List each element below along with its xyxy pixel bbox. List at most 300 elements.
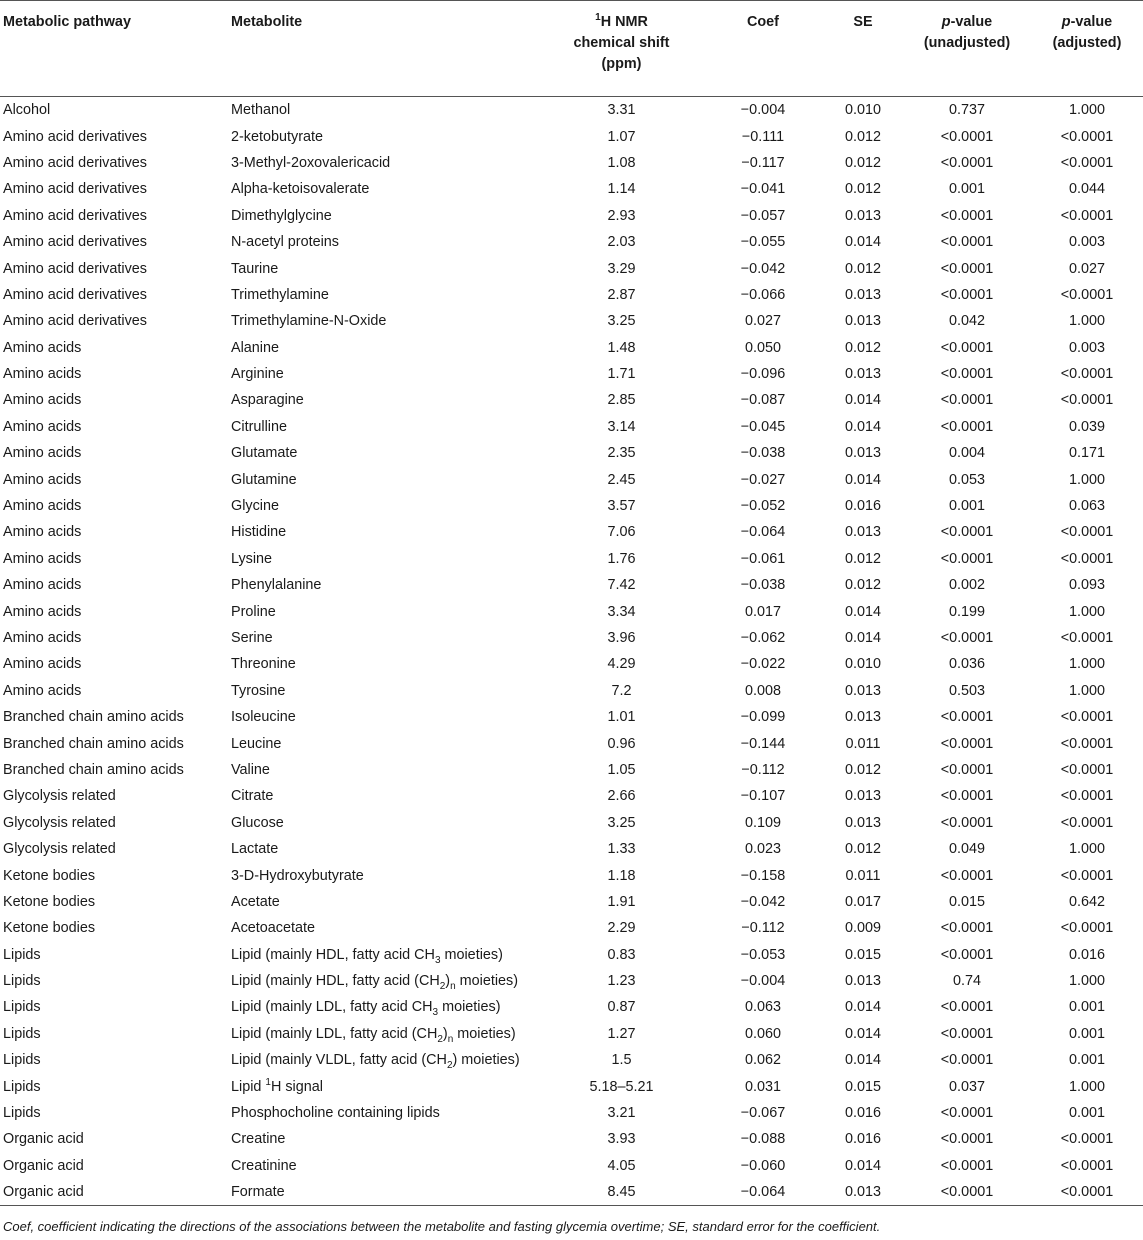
cell-pathway: Amino acids [3,550,82,567]
cell-p-unadjusted: <0.0001 [940,709,994,726]
cell-metabolite: Glycine [231,498,279,515]
header-metabolite: Metabolite [228,1,540,97]
cell-pathway: Organic acid [3,1131,84,1148]
cell-p-unadjusted: <0.0001 [940,920,994,937]
cell-coef: −0.117 [741,154,785,171]
header-pathway: Metabolic pathway [0,1,228,97]
cell-coef: −0.045 [740,418,786,435]
cell-coef: −0.064 [703,1179,823,1206]
table-row [0,440,1143,466]
cell-coef: −0.060 [740,1157,786,1174]
cell-se: 0.015 [844,1078,881,1095]
cell-p-adjusted: 0.001 [1068,1105,1105,1122]
table-row [0,598,1143,624]
table-row [0,546,1143,572]
cell-p-adjusted: <0.0001 [1060,1131,1114,1148]
cell-p-unadjusted: 0.002 [948,577,985,594]
cell-shift: 1.01 [607,709,636,726]
cell-p-unadjusted: <0.0001 [940,418,994,435]
cell-pathway: Ketone bodies [3,867,96,884]
cell-se: 0.012 [844,181,881,198]
cell-se: 0.010 [844,102,881,119]
cell-metabolite: Asparagine [231,392,304,409]
table-row [0,862,1143,888]
cell-se: 0.015 [844,946,881,963]
cell-coef: −0.158 [740,867,786,884]
cell-se: 0.014 [844,1157,881,1174]
cell-pathway: Amino acid derivatives [3,313,147,330]
cell-p-unadjusted: 0.049 [948,841,985,858]
table-row [0,361,1143,387]
cell-se: 0.014 [844,392,881,409]
cell-pathway: Ketone bodies [3,893,96,910]
cell-p-adjusted: <0.0001 [1060,286,1114,303]
table-row [0,387,1143,413]
cell-pathway: Glycolysis related [3,841,116,858]
cell-se: 0.014 [844,630,881,646]
cell-se: 0.013 [844,366,881,383]
cell-metabolite: 3-Methyl-2oxovalericacid [231,154,391,171]
cell-metabolite: Methanol [231,102,291,119]
table-row [0,730,1143,756]
table-row [0,493,1143,519]
cell-shift: 3.93 [607,1131,636,1148]
cell-se: 0.017 [844,893,881,910]
cell-metabolite: Proline [231,603,276,620]
cell-p-unadjusted: <0.0001 [940,735,994,752]
cell-metabolite: Trimethylamine [231,286,329,303]
cell-shift: 2.66 [607,788,636,805]
header-shift: $^1$H NMR chemical shift (ppm) [540,1,703,97]
cell-coef: −0.112 [741,761,785,778]
cell-se: 0.012 [844,841,881,858]
table-row [0,1126,1143,1152]
cell-pathway: Lipids [3,1025,41,1042]
cell-pathway: Amino acid derivatives [3,286,147,303]
cell-metabolite: Citrulline [231,418,287,435]
cell-p-adjusted: <0.0001 [1060,550,1114,567]
cell-p-unadjusted: <0.0001 [940,814,994,831]
cell-p-adjusted: <0.0001 [1060,735,1114,752]
cell-pathway: Amino acids [3,682,82,699]
cell-pathway: Amino acids [3,524,82,541]
cell-coef: −0.061 [740,550,786,567]
table-row [0,1047,1143,1073]
cell-metabolite: Tyrosine [231,682,286,699]
cell-coef: −0.042 [740,893,786,910]
cell-se: 0.013 [844,709,881,726]
cell-se: 0.013 [844,973,881,990]
cell-se: 0.013 [844,286,881,303]
cell-shift: 1.05 [607,761,636,778]
cell-p-adjusted: <0.0001 [1031,1179,1143,1206]
cell-shift: 1.5 [611,1052,632,1069]
cell-metabolite: Alanine [231,339,280,356]
cell-shift: 5.18–5.21 [589,1078,654,1095]
cell-shift: 3.29 [607,260,636,277]
table-row [0,466,1143,492]
cell-coef: −0.062 [740,630,786,646]
cell-coef: −0.112 [741,920,785,937]
table-row [0,229,1143,255]
cell-pathway: Amino acid derivatives [3,207,147,224]
cell-p-unadjusted: 0.001 [948,181,985,198]
cell-shift: 0.83 [607,946,636,963]
cell-shift: 1.48 [607,339,636,356]
cell-coef: −0.057 [740,207,786,224]
table-row [0,994,1143,1020]
cell-coef: −0.022 [740,656,786,673]
cell-se: 0.013 [823,1179,903,1206]
cell-p-unadjusted: <0.0001 [940,524,994,541]
cell-coef: −0.038 [740,445,786,462]
cell-p-adjusted: 0.039 [1068,418,1105,435]
table-row [0,968,1143,994]
cell-pathway: Organic acid [0,1179,228,1206]
table-row [0,1100,1143,1126]
cell-shift: 1.71 [607,366,636,383]
table-body [0,97,1143,1206]
table-row [0,282,1143,308]
cell-pathway: Glycolysis related [3,814,116,831]
cell-metabolite: Glucose [231,814,284,831]
cell-pathway: Amino acid derivatives [3,260,147,277]
table-row [0,836,1143,862]
cell-metabolite: N-acetyl proteins [231,234,339,251]
cell-shift: 2.85 [607,392,636,409]
cell-se: 0.013 [844,313,881,330]
cell-p-adjusted: 1.000 [1068,603,1105,620]
cell-se: 0.014 [844,471,881,488]
cell-p-unadjusted: <0.0001 [940,630,994,646]
cell-se: 0.012 [844,154,881,171]
cell-shift: 8.45 [540,1179,703,1206]
cell-metabolite: Citrate [231,788,274,805]
cell-p-adjusted: 0.642 [1068,893,1105,910]
cell-pathway: Amino acids [3,630,82,646]
table-row [0,176,1143,202]
table-row [0,150,1143,176]
cell-p-unadjusted: 0.042 [948,313,985,330]
cell-shift: 2.45 [607,471,636,488]
cell-shift: 7.06 [607,524,636,541]
cell-p-unadjusted: <0.0001 [940,1025,994,1042]
cell-p-adjusted: 0.044 [1068,181,1105,198]
cell-shift: 3.96 [607,630,636,646]
cell-metabolite: Acetate [231,893,280,910]
cell-pathway: Organic acid [3,1157,84,1174]
cell-shift: 1.27 [607,1025,636,1042]
cell-metabolite: Formate [228,1179,540,1206]
cell-p-unadjusted: <0.0001 [940,207,994,224]
cell-p-adjusted: <0.0001 [1060,709,1114,726]
cell-se: 0.016 [844,1105,881,1122]
cell-p-adjusted: 1.000 [1068,471,1105,488]
cell-se: 0.013 [844,524,881,541]
cell-shift: 1.07 [607,128,636,145]
cell-shift: 3.34 [607,603,636,620]
cell-p-unadjusted: <0.0001 [940,761,994,778]
cell-metabolite: Creatinine [231,1157,297,1174]
cell-coef: −0.087 [740,392,786,409]
cell-p-adjusted: 0.063 [1068,498,1105,515]
table-row [0,704,1143,730]
cell-p-adjusted: 1.000 [1068,1078,1105,1095]
cell-metabolite: Trimethylamine-N-Oxide [231,313,387,330]
cell-p-unadjusted: <0.0001 [940,366,994,383]
cell-pathway: Lipids [3,1078,41,1095]
cell-shift: 2.35 [607,445,636,462]
cell-shift: 1.76 [607,550,636,567]
cell-coef: −0.004 [740,973,786,990]
cell-p-unadjusted: <0.0001 [940,946,994,963]
cell-coef: −0.004 [740,102,786,119]
cell-coef: −0.111 [741,128,785,145]
cell-pathway: Lipids [3,1105,41,1122]
cell-p-adjusted: 0.093 [1068,577,1105,594]
cell-p-unadjusted: <0.0001 [940,234,994,251]
cell-p-unadjusted: <0.0001 [940,260,994,277]
table-row [0,757,1143,783]
cell-pathway: Branched chain amino acids [3,709,184,726]
cell-p-adjusted: 0.027 [1068,260,1105,277]
table-row [0,678,1143,704]
cell-pathway: Amino acids [3,471,82,488]
cell-se: 0.012 [844,577,881,594]
cell-p-adjusted: 1.000 [1068,656,1105,673]
cell-p-adjusted: 0.016 [1068,946,1105,963]
cell-shift: 7.2 [611,682,632,699]
cell-coef: −0.038 [740,577,786,594]
header-p-unadjusted: p-value (unadjusted) [903,1,1031,97]
cell-coef: −0.052 [740,498,786,515]
cell-metabolite: Lipid (mainly VLDL, fatty acid $(CH_2)$ moieties) [231,1052,520,1072]
table-row [0,308,1143,334]
cell-p-adjusted: 0.001 [1068,999,1105,1016]
cell-coef: 0.027 [744,313,781,330]
cell-shift: 2.29 [607,920,636,937]
table-row [0,97,1143,124]
table-row [0,889,1143,915]
cell-coef: 0.050 [744,339,781,356]
cell-pathway: Lipids [3,973,41,990]
cell-pathway: Lipids [3,1052,41,1069]
cell-pathway: Amino acids [3,603,82,620]
cell-pathway: Amino acid derivatives [3,181,147,198]
cell-shift: 3.25 [607,313,636,330]
cell-shift: 1.33 [607,841,636,858]
cell-se: 0.014 [844,418,881,435]
cell-p-adjusted: <0.0001 [1060,867,1114,884]
cell-p-unadjusted: 0.503 [948,682,985,699]
cell-shift: 3.57 [607,498,636,515]
cell-metabolite: 2-ketobutyrate [231,128,323,145]
cell-p-unadjusted: <0.0001 [940,1131,994,1148]
cell-p-unadjusted: <0.0001 [940,550,994,567]
cell-se: 0.012 [844,761,881,778]
cell-p-unadjusted: <0.0001 [940,1105,994,1122]
table-row [0,915,1143,941]
cell-pathway: Amino acid derivatives [3,154,147,171]
cell-se: 0.013 [844,682,881,699]
table-header [0,1,1143,97]
cell-p-unadjusted: <0.0001 [940,128,994,145]
cell-p-unadjusted: <0.0001 [940,286,994,303]
cell-p-unadjusted: 0.037 [948,1078,985,1095]
cell-se: 0.013 [844,788,881,805]
cell-pathway: Lipids [3,946,41,963]
header-p-adjusted: p-value (adjusted) [1031,1,1143,97]
cell-metabolite: Phosphocholine containing lipids [231,1105,440,1122]
cell-shift: 2.03 [607,234,636,251]
cell-p-adjusted: 1.000 [1068,313,1105,330]
cell-se: 0.012 [844,339,881,356]
cell-pathway: Amino acids [3,339,82,356]
cell-p-adjusted: 0.003 [1068,234,1105,251]
cell-metabolite: Arginine [231,366,284,383]
cell-coef: 0.060 [744,1025,781,1042]
cell-coef: −0.042 [740,260,786,277]
cell-metabolite: Glutamate [231,445,298,462]
cell-p-adjusted: <0.0001 [1060,1157,1114,1174]
cell-p-unadjusted: 0.004 [948,445,985,462]
cell-p-adjusted: 0.003 [1068,339,1105,356]
cell-shift: 3.25 [607,814,636,831]
table-row [0,1179,1143,1206]
cell-se: 0.012 [844,550,881,567]
cell-metabolite: Lipid (mainly LDL, fatty acid $CH_3$ moieties) [231,999,501,1019]
cell-p-unadjusted: <0.0001 [940,154,994,171]
cell-metabolite: Lactate [231,841,279,858]
cell-metabolite: Serine [231,630,273,646]
table-footnote: Coef, coefficient indicating the directions of the associations between the metabolite and fasting glycemia overtime; SE, standard error for the coefficient. [3,1219,881,1234]
cell-p-unadjusted: 0.74 [952,973,981,990]
cell-p-unadjusted: <0.0001 [940,867,994,884]
cell-p-unadjusted: 0.036 [948,656,985,673]
cell-se: 0.014 [844,999,881,1016]
cell-metabolite: Threonine [231,656,296,673]
cell-metabolite: 3-D-Hydroxybutyrate [231,867,364,884]
cell-shift: 1.23 [607,973,636,990]
cell-p-unadjusted: 0.015 [948,893,985,910]
cell-p-adjusted: <0.0001 [1060,154,1114,171]
table-row [0,810,1143,836]
table-row [0,1153,1143,1179]
cell-metabolite: Lysine [231,550,273,567]
table-row [0,651,1143,677]
cell-se: 0.011 [845,735,881,752]
cell-pathway: Amino acids [3,656,82,673]
cell-metabolite: Histidine [231,524,287,541]
cell-pathway: Alcohol [3,102,51,119]
cell-p-adjusted: 1.000 [1068,973,1105,990]
cell-coef: 0.017 [744,603,781,620]
cell-p-unadjusted: <0.0001 [940,1157,994,1174]
cell-se: 0.012 [844,260,881,277]
cell-coef: −0.066 [740,286,786,303]
cell-p-adjusted: 0.001 [1068,1052,1105,1069]
cell-coef: −0.053 [740,946,786,963]
cell-pathway: Branched chain amino acids [3,735,184,752]
table-row [0,783,1143,809]
cell-p-adjusted: <0.0001 [1060,128,1114,145]
table-row [0,572,1143,598]
cell-shift: 1.14 [607,181,636,198]
cell-pathway: Lipids [3,999,41,1016]
cell-se: 0.014 [844,1052,881,1069]
cell-p-adjusted: <0.0001 [1060,630,1114,646]
cell-coef: 0.062 [744,1052,781,1069]
cell-p-adjusted: <0.0001 [1060,761,1114,778]
table-row [0,414,1143,440]
cell-p-adjusted: <0.0001 [1060,788,1114,805]
cell-p-adjusted: 1.000 [1068,102,1105,119]
cell-coef: 0.008 [744,682,781,699]
cell-p-unadjusted: <0.0001 [940,1052,994,1069]
cell-pathway: Amino acids [3,418,82,435]
cell-shift: 1.91 [607,893,636,910]
cell-shift: 2.87 [607,286,636,303]
cell-p-unadjusted: 0.053 [948,471,985,488]
cell-shift: 3.21 [607,1105,636,1122]
cell-pathway: Amino acids [3,392,82,409]
cell-metabolite: Acetoacetate [231,920,316,937]
cell-p-adjusted: <0.0001 [1060,920,1114,937]
cell-se: 0.012 [844,128,881,145]
table-row [0,335,1143,361]
cell-coef: −0.144 [740,735,786,752]
cell-se: 0.014 [844,234,881,251]
cell-p-unadjusted: <0.0001 [940,999,994,1016]
cell-metabolite: Lipid (mainly HDL, fatty acid $CH_3$ moieties) [231,946,503,966]
cell-pathway: Amino acids [3,577,82,594]
cell-metabolite: Creatine [231,1131,286,1148]
cell-shift: 3.31 [607,102,636,119]
cell-pathway: Ketone bodies [3,920,96,937]
cell-shift: 2.93 [607,207,636,224]
cell-p-adjusted: <0.0001 [1060,524,1114,541]
cell-p-adjusted: 0.171 [1068,445,1105,462]
cell-coef: −0.055 [740,234,786,251]
cell-p-unadjusted: 0.001 [948,498,985,515]
cell-metabolite: Leucine [231,735,282,752]
cell-metabolite: Alpha-ketoisovalerate [231,181,370,198]
cell-p-unadjusted: 0.199 [948,603,985,620]
cell-p-adjusted: 0.001 [1068,1025,1105,1042]
cell-metabolite: Dimethylglycine [231,207,332,224]
cell-metabolite: Phenylalanine [231,577,322,594]
cell-p-adjusted: 1.000 [1068,682,1105,699]
cell-se: 0.013 [844,814,881,831]
table-row [0,1073,1143,1099]
cell-p-unadjusted: <0.0001 [903,1179,1031,1206]
cell-coef: −0.064 [740,524,786,541]
header-coef: Coef [703,1,823,97]
table-row [0,519,1143,545]
cell-shift: 4.05 [607,1157,636,1174]
cell-pathway: Amino acid derivatives [3,234,147,251]
cell-shift: 0.87 [607,999,636,1016]
cell-metabolite: Isoleucine [231,709,296,726]
cell-shift: 4.29 [607,656,636,673]
cell-se: 0.014 [844,603,881,620]
cell-shift: 1.18 [607,867,636,884]
cell-metabolite: Lipid $^1$H signal [231,1076,323,1095]
cell-coef: 0.023 [744,841,781,858]
table-row [0,942,1143,968]
cell-se: 0.010 [844,656,881,673]
cell-p-unadjusted: <0.0001 [940,392,994,409]
